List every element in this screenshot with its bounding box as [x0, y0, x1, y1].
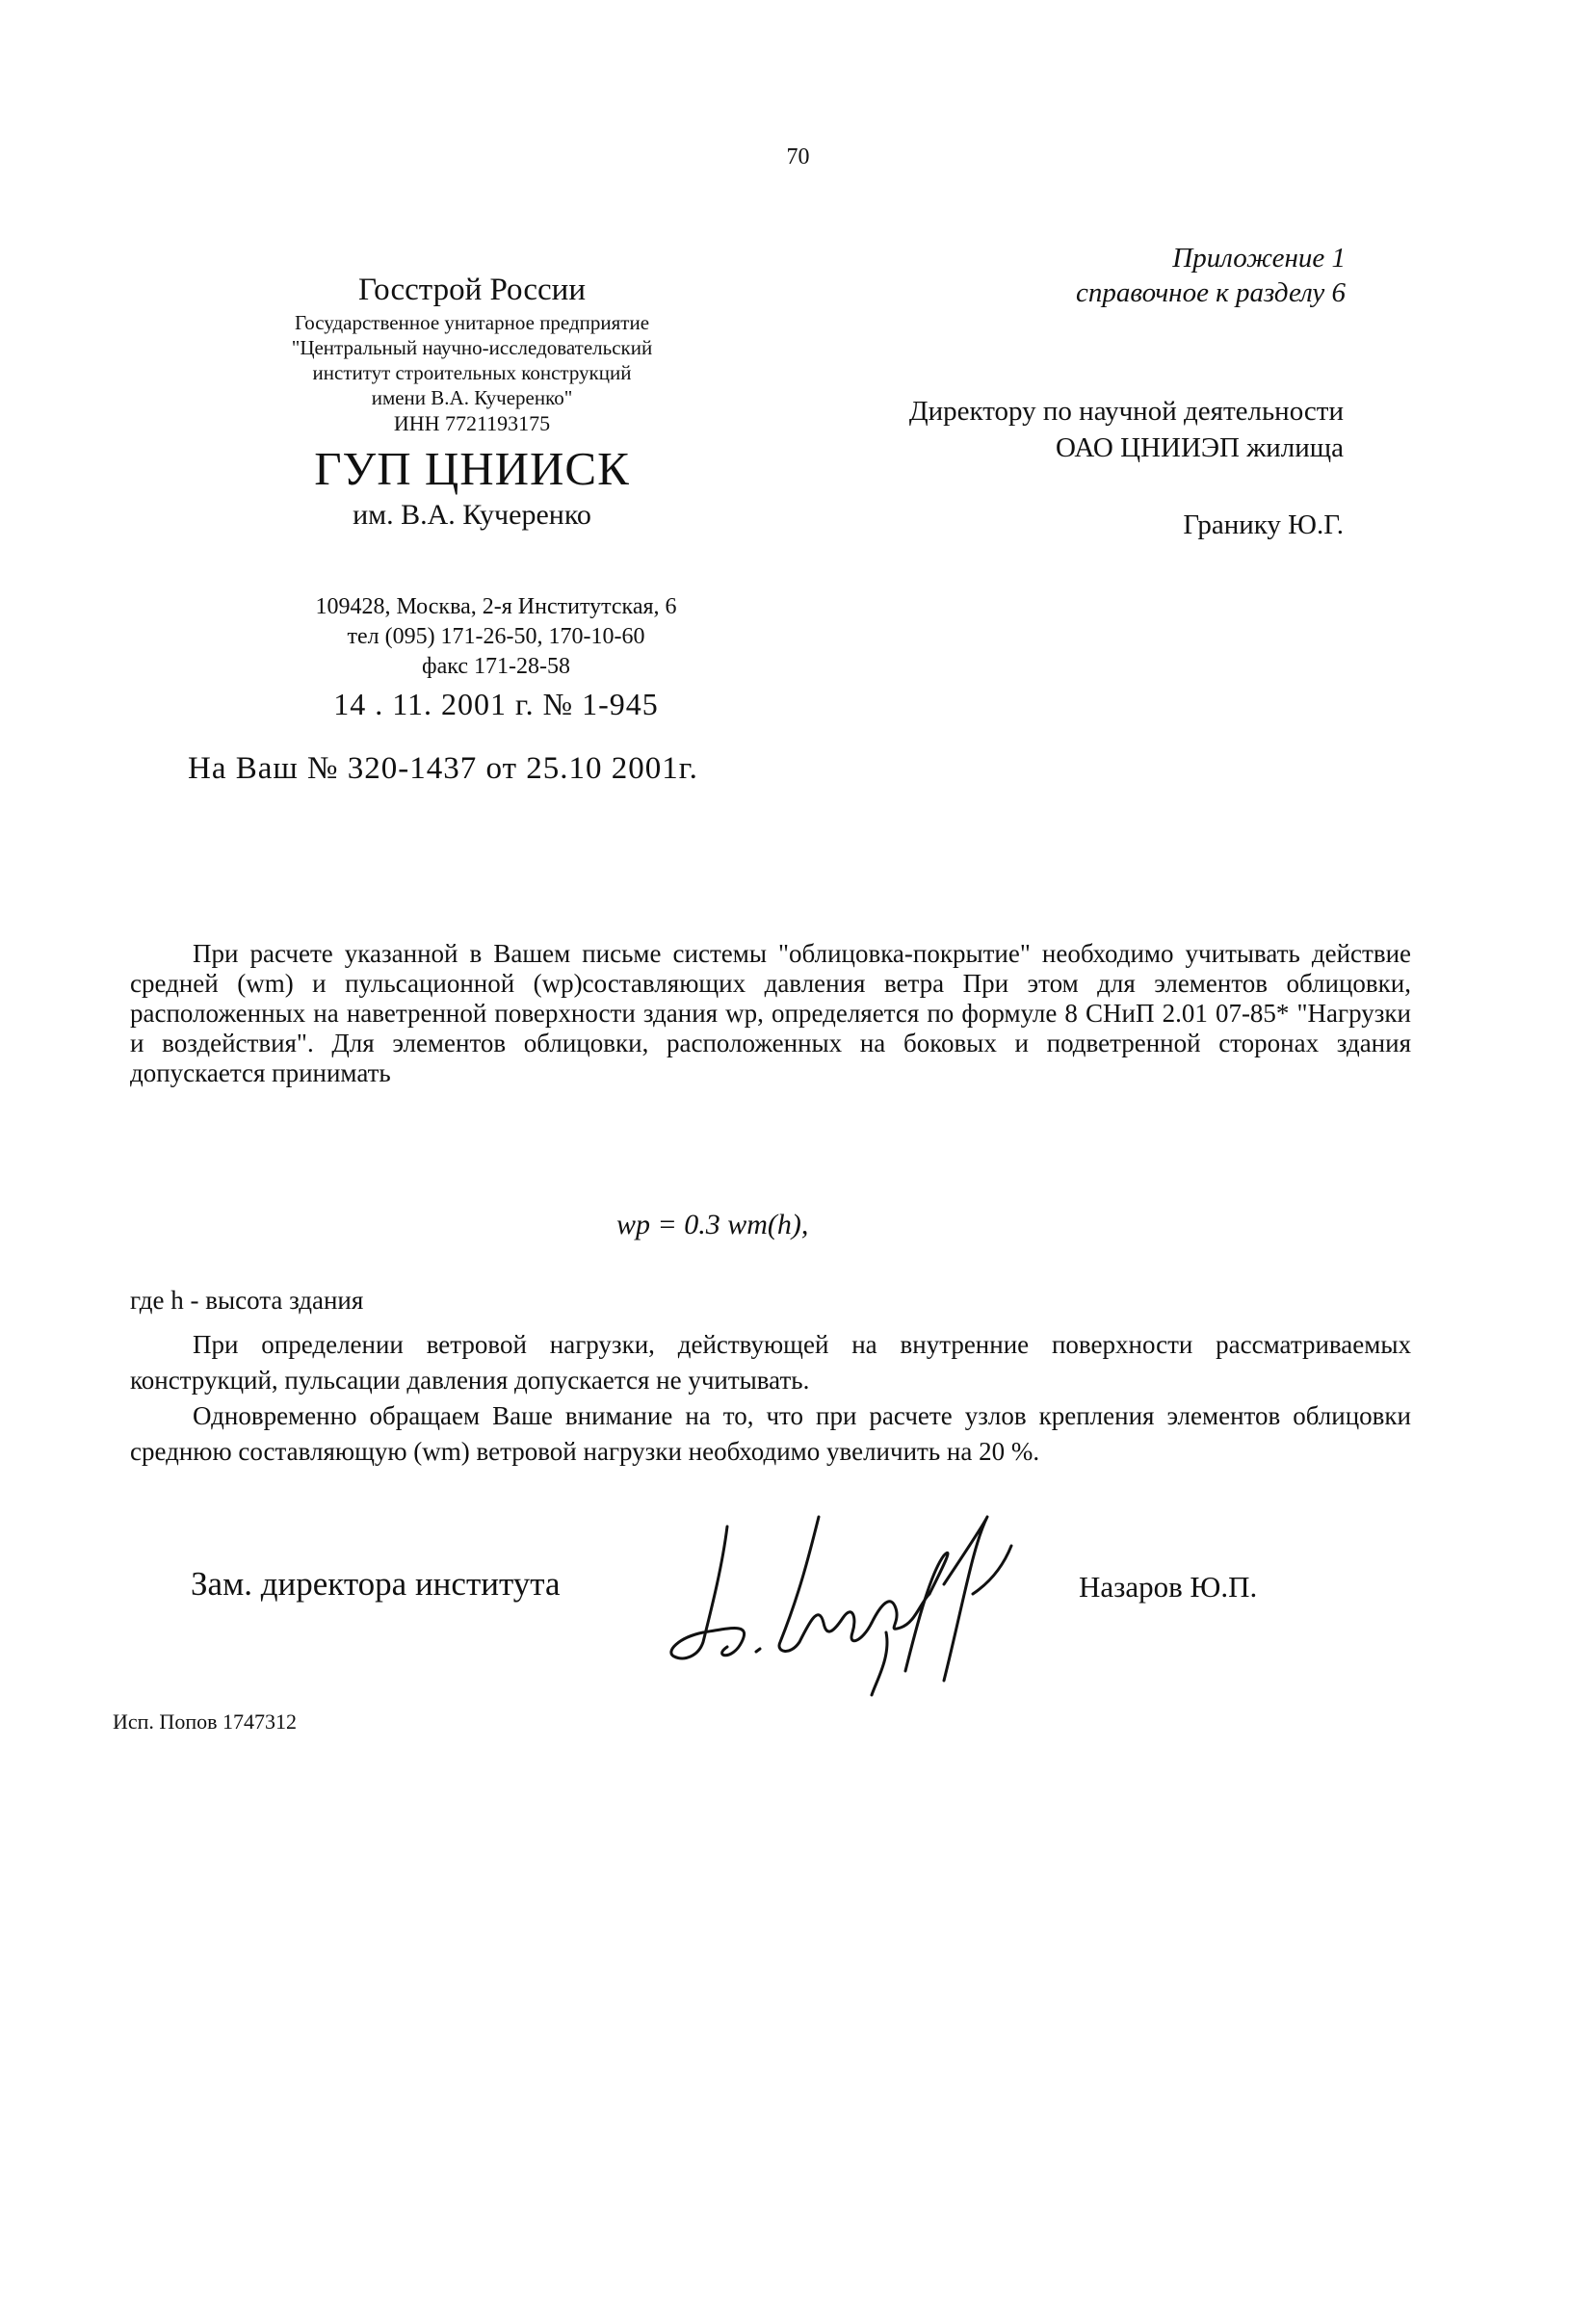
- paragraph-2: При определении ветровой нагрузки, действующей на внутренние поверхности рассматриваемых конструкций, пульсации давления допускается не учитывать.: [130, 1330, 1411, 1395]
- paragraph-1: При расчете указанной в Вашем письме системы "облицовка-покрытие" необходимо учитывать действие средней (wm) и пульсационной (wp)составляющих давления ветра При этом для элементов облицовки, расположенных на наветренной поверхности здания wp, определяется по формуле 8 СНиП 2.01 07-85* "Нагрузки и воздействия". Для элементов облицовки, расположенных на боковых и подветренной сторонах здания допускается принимать: [130, 939, 1411, 1087]
- inn-number: ИНН 7721193175: [393, 411, 551, 435]
- signatory-name: Назаров Ю.П.: [1079, 1570, 1258, 1604]
- appendix-title: Приложение 1: [1172, 243, 1346, 274]
- phone-numbers: тел (095) 171-26-50, 170-10-60: [347, 624, 645, 649]
- postal-address: 109428, Москва, 2-я Институтская, 6: [315, 594, 677, 619]
- appendix-subtitle: справочное к разделу 6: [1076, 277, 1346, 308]
- handwritten-signature: [655, 1488, 1079, 1700]
- organization-short-name: ГУП ЦНИИСК: [314, 442, 630, 495]
- appendix-label: [1076, 241, 1346, 310]
- letter-body-paragraphs: [130, 1327, 1411, 1470]
- sender-letterhead: [222, 270, 722, 534]
- ministry-name: Госстрой России: [358, 273, 586, 307]
- letter-date-number: 14 . 11. 2001 г. № 1-945: [333, 687, 659, 721]
- sender-address-block: [270, 592, 722, 724]
- addressee-organization: ОАО ЦНИИЭП жилища: [1055, 432, 1344, 463]
- institute-name-line2: институт строительных конструкций: [312, 361, 632, 384]
- addressee-position: Директору по научной деятельности: [908, 396, 1344, 427]
- paragraph-3: Одновременно обращаем Ваше внимание на то, что при расчете узлов крепления элементов облицовки среднюю составляющую (wm) ветровой нагрузки необходимо увеличить на 20 %.: [130, 1401, 1411, 1466]
- institute-name-line3: имени В.А. Кучеренко": [371, 386, 573, 409]
- addressee-block: [909, 393, 1344, 543]
- formula: wp = 0.3 wm(h),: [616, 1209, 809, 1240]
- institute-name-line1: "Центральный научно-исследовательский: [291, 336, 653, 359]
- reference-line: На Ваш № 320-1437 от 25.10 2001г.: [188, 751, 698, 786]
- fax-number: факс 171-28-58: [422, 654, 570, 679]
- addressee-name: Гранику Ю.Г.: [1183, 509, 1344, 540]
- page-number: 70: [786, 144, 810, 170]
- organization-named-after: им. В.А. Кучеренко: [353, 499, 591, 531]
- letter-body-paragraph-1: [130, 939, 1411, 1088]
- enterprise-type: Государственное унитарное предприятие: [294, 311, 650, 334]
- executor-line: Исп. Попов 1747312: [113, 1709, 297, 1734]
- signatory-title: Зам. директора института: [191, 1565, 561, 1603]
- formula-explanation: где h - высота здания: [130, 1286, 364, 1315]
